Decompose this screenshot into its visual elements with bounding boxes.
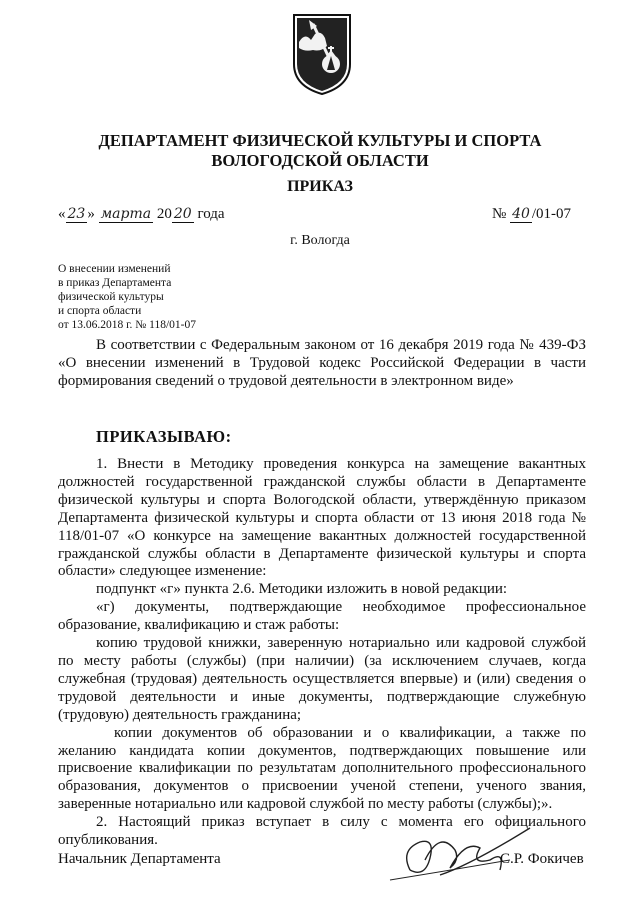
order-date <box>58 206 225 223</box>
date-close-quote: » <box>87 206 95 222</box>
date-day: 23 <box>67 206 86 222</box>
date-century: 20 <box>156 206 172 222</box>
preamble-paragraph: В соответствии с Федеральным законом от 16 декабря 2019 года № 439-ФЗ «О внесении изменений в Трудовой кодекс Российской Федерации в части формирования сведений о трудовой деятельности в электронном виде» <box>58 337 586 389</box>
copy-education-paragraph: копии документов об образовании и о квалификации, а также по желанию кандидата копии документов, подтверждающих повышение или присвоение квалификации по результатам дополнительного профессионального образования, документов о присвоении ученой степени, ученого звания, заверенные нотариально или кадровой службой по месту работы (службы);». <box>58 724 586 813</box>
order-number <box>492 206 571 223</box>
preamble-block <box>58 337 586 391</box>
document-type-title: ПРИКАЗ <box>287 178 353 195</box>
number-prefix: № <box>492 206 507 222</box>
city-name: г. Вологда <box>290 233 350 248</box>
subject-line: физической культуры <box>58 291 164 303</box>
subject-line: О внесении изменений <box>58 263 171 275</box>
date-suffix: года <box>197 206 225 222</box>
order-body <box>58 456 586 850</box>
subject-line: и спорта области <box>58 305 142 317</box>
subject-block <box>58 262 196 332</box>
signatory-position: Начальник Департамента <box>58 851 221 867</box>
copy-workbook-paragraph: копию трудовой книжки, заверенную нотариально или кадровой службой по месту работы (службы) (при наличии) (за исключением случаев, когда служебная (трудовая) деятельность осуществляется впервые) и (или) сведения о трудовой деятельности и иные документы, подтверждающие служебную (трудовую) деятельность гражданина; <box>58 635 586 723</box>
date-year: 20 <box>173 206 192 222</box>
date-month: марта <box>100 206 152 222</box>
date-open-quote: « <box>58 206 66 222</box>
organization-name-line1: ДЕПАРТАМЕНТ ФИЗИЧЕСКОЙ КУЛЬТУРЫ И СПОРТА <box>98 131 542 150</box>
subpoint-paragraph: подпункт «г» пункта 2.6. Методики изложить в новой редакции: <box>96 581 508 598</box>
coat-of-arms-emblem <box>291 12 353 96</box>
signatory-name: С.Р. Фокичев <box>500 851 584 867</box>
number-handwritten: 40 <box>512 206 530 222</box>
item-1-paragraph: 1. Внести в Методику проведения конкурса на замещение вакантных должностей государственной гражданской службы области в Департаменте физической культуры и спорта Вологодской области, утверждённую приказом Департамента физической культуры и спорта области от 13 июня 2018 года № 118/01-07 «О конкурсе на замещение вакантных должностей государственной гражданской службы области в Департаменте физической культуры и спорта области» следующее изменение: <box>58 456 586 580</box>
order-word: ПРИКАЗЫВАЮ: <box>96 427 232 446</box>
organization-name-line2: ВОЛОГОДСКОЙ ОБЛАСТИ <box>211 151 429 170</box>
number-suffix: /01-07 <box>531 206 572 222</box>
item-2-paragraph: 2. Настоящий приказ вступает в силу с момента его официального опубликования. <box>58 814 586 849</box>
subject-line: в приказ Департамента <box>58 277 172 289</box>
point-g-paragraph: «г) документы, подтверждающие необходимое профессиональное образование, квалификацию и стаж работы: <box>58 599 586 634</box>
subject-line: от 13.06.2018 г. № 118/01-07 <box>58 319 196 331</box>
